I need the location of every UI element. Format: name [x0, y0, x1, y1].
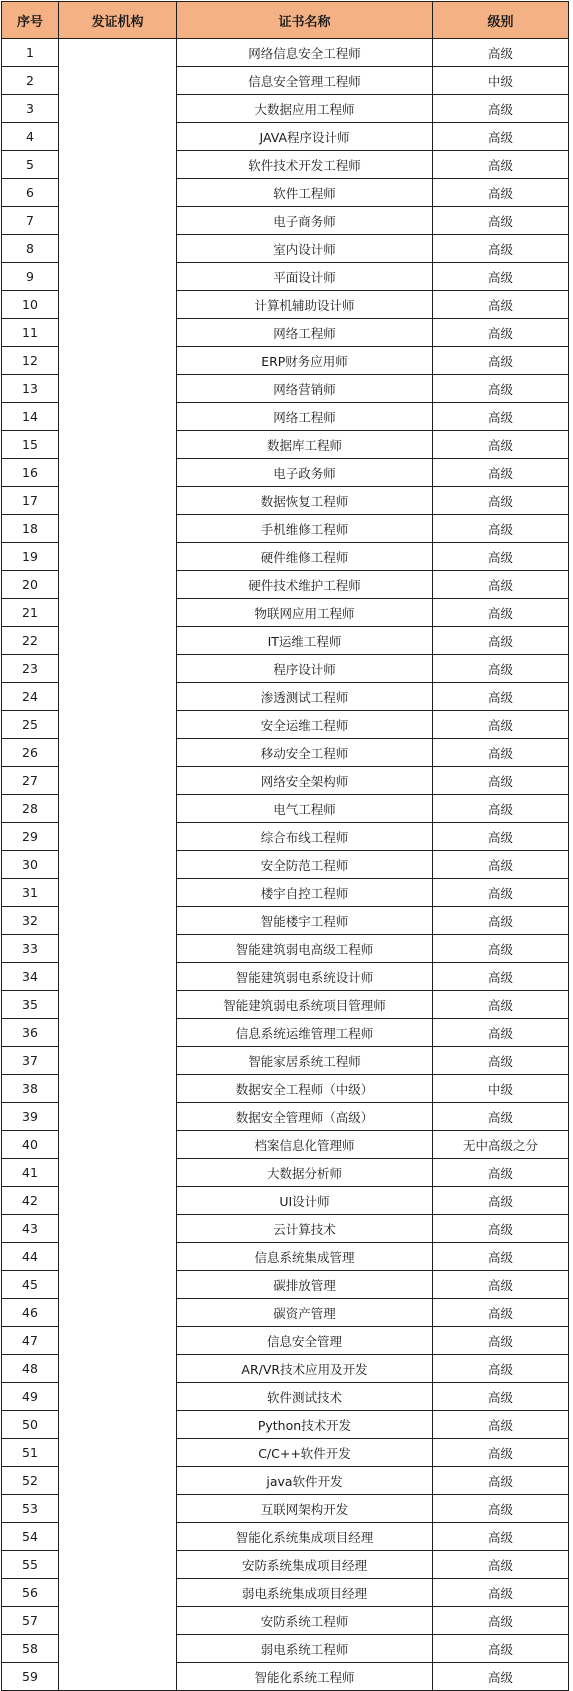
row-no: 6: [2, 179, 59, 207]
row-level: 高级: [433, 291, 569, 319]
row-certificate-name: 弱电系统工程师: [177, 1635, 433, 1663]
row-level: 高级: [433, 319, 569, 347]
row-level: 高级: [433, 235, 569, 263]
row-level: 高级: [433, 795, 569, 823]
row-level: 高级: [433, 963, 569, 991]
row-certificate-name: 网络营销师: [177, 375, 433, 403]
row-certificate-name: 楼宇自控工程师: [177, 879, 433, 907]
table-row: [2, 39, 569, 67]
row-no: 52: [2, 1467, 59, 1495]
row-no: 23: [2, 655, 59, 683]
row-certificate-name: 互联网架构开发: [177, 1495, 433, 1523]
row-certificate-name: C/C++软件开发: [177, 1439, 433, 1467]
row-certificate-name: 智能化系统工程师: [177, 1663, 433, 1691]
row-certificate-name: 网络安全架构师: [177, 767, 433, 795]
row-certificate-name: 数据恢复工程师: [177, 487, 433, 515]
row-no: 49: [2, 1383, 59, 1411]
row-no: 17: [2, 487, 59, 515]
row-level: 中级: [433, 67, 569, 95]
row-no: 50: [2, 1411, 59, 1439]
row-certificate-name: 数据安全管理师（高级）: [177, 1103, 433, 1131]
row-no: 40: [2, 1131, 59, 1159]
row-certificate-name: Python技术开发: [177, 1411, 433, 1439]
row-no: 29: [2, 823, 59, 851]
row-certificate-name: 电气工程师: [177, 795, 433, 823]
row-level: 高级: [433, 1187, 569, 1215]
row-level: 高级: [433, 711, 569, 739]
row-no: 10: [2, 291, 59, 319]
row-certificate-name: 数据库工程师: [177, 431, 433, 459]
row-no: 51: [2, 1439, 59, 1467]
row-no: 27: [2, 767, 59, 795]
row-level: 高级: [433, 1523, 569, 1551]
row-no: 55: [2, 1551, 59, 1579]
row-certificate-name: 网络工程师: [177, 403, 433, 431]
row-certificate-name: 大数据分析师: [177, 1159, 433, 1187]
row-certificate-name: 信息系统运维管理工程师: [177, 1019, 433, 1047]
row-certificate-name: 手机维修工程师: [177, 515, 433, 543]
row-no: 5: [2, 151, 59, 179]
row-level: 高级: [433, 347, 569, 375]
row-certificate-name: UI设计师: [177, 1187, 433, 1215]
row-no: 46: [2, 1299, 59, 1327]
row-no: 33: [2, 935, 59, 963]
row-no: 41: [2, 1159, 59, 1187]
row-no: 3: [2, 95, 59, 123]
row-level: 高级: [433, 739, 569, 767]
row-level: 高级: [433, 1383, 569, 1411]
row-level: 高级: [433, 403, 569, 431]
row-certificate-name: 智能化系统集成项目经理: [177, 1523, 433, 1551]
row-certificate-name: 智能建筑弱电系统设计师: [177, 963, 433, 991]
row-level: 高级: [433, 151, 569, 179]
row-no: 39: [2, 1103, 59, 1131]
row-no: 53: [2, 1495, 59, 1523]
row-level: 高级: [433, 851, 569, 879]
row-level: 无中高级之分: [433, 1131, 569, 1159]
row-no: 11: [2, 319, 59, 347]
row-level: 高级: [433, 1411, 569, 1439]
row-certificate-name: 智能家居系统工程师: [177, 1047, 433, 1075]
row-certificate-name: 安全运维工程师: [177, 711, 433, 739]
row-certificate-name: 物联网应用工程师: [177, 599, 433, 627]
row-no: 7: [2, 207, 59, 235]
row-certificate-name: 智能建筑弱电高级工程师: [177, 935, 433, 963]
row-no: 1: [2, 39, 59, 67]
row-level: 高级: [433, 1551, 569, 1579]
header-level: 级别: [433, 2, 569, 39]
row-no: 59: [2, 1663, 59, 1691]
row-level: 中级: [433, 1075, 569, 1103]
row-certificate-name: 安防系统工程师: [177, 1607, 433, 1635]
header-row: [2, 2, 569, 39]
row-certificate-name: 网络工程师: [177, 319, 433, 347]
row-no: 21: [2, 599, 59, 627]
row-no: 34: [2, 963, 59, 991]
row-no: 28: [2, 795, 59, 823]
row-level: 高级: [433, 1663, 569, 1691]
row-certificate-name: 软件工程师: [177, 179, 433, 207]
row-no: 57: [2, 1607, 59, 1635]
row-no: 43: [2, 1215, 59, 1243]
row-level: 高级: [433, 1439, 569, 1467]
row-level: 高级: [433, 487, 569, 515]
row-no: 45: [2, 1271, 59, 1299]
row-no: 19: [2, 543, 59, 571]
row-certificate-name: 碳排放管理: [177, 1271, 433, 1299]
row-no: 42: [2, 1187, 59, 1215]
row-no: 15: [2, 431, 59, 459]
row-level: 高级: [433, 95, 569, 123]
row-certificate-name: 信息系统集成管理: [177, 1243, 433, 1271]
row-no: 24: [2, 683, 59, 711]
row-level: 高级: [433, 1467, 569, 1495]
row-certificate-name: 综合布线工程师: [177, 823, 433, 851]
header-org: 发证机构: [59, 2, 177, 39]
row-certificate-name: JAVA程序设计师: [177, 123, 433, 151]
row-no: 25: [2, 711, 59, 739]
row-level: 高级: [433, 543, 569, 571]
row-certificate-name: 智能楼宇工程师: [177, 907, 433, 935]
row-level: 高级: [433, 39, 569, 67]
row-certificate-name: 硬件技术维护工程师: [177, 571, 433, 599]
row-level: 高级: [433, 907, 569, 935]
row-certificate-name: 智能建筑弱电系统项目管理师: [177, 991, 433, 1019]
row-certificate-name: 渗透测试工程师: [177, 683, 433, 711]
row-level: 高级: [433, 1243, 569, 1271]
row-level: 高级: [433, 1019, 569, 1047]
row-certificate-name: 云计算技术: [177, 1215, 433, 1243]
row-certificate-name: AR/VR技术应用及开发: [177, 1355, 433, 1383]
row-no: 44: [2, 1243, 59, 1271]
row-certificate-name: 碳资产管理: [177, 1299, 433, 1327]
row-certificate-name: 程序设计师: [177, 655, 433, 683]
row-no: 56: [2, 1579, 59, 1607]
row-certificate-name: 弱电系统集成项目经理: [177, 1579, 433, 1607]
row-certificate-name: 电子商务师: [177, 207, 433, 235]
row-certificate-name: 档案信息化管理师: [177, 1131, 433, 1159]
row-no: 48: [2, 1355, 59, 1383]
row-level: 高级: [433, 263, 569, 291]
table-body: [2, 39, 569, 1691]
row-level: 高级: [433, 655, 569, 683]
row-level: 高级: [433, 1327, 569, 1355]
row-no: 26: [2, 739, 59, 767]
row-no: 58: [2, 1635, 59, 1663]
row-level: 高级: [433, 459, 569, 487]
row-level: 高级: [433, 1607, 569, 1635]
row-level: 高级: [433, 627, 569, 655]
table-header: [2, 2, 569, 39]
row-no: 47: [2, 1327, 59, 1355]
row-level: 高级: [433, 123, 569, 151]
row-level: 高级: [433, 599, 569, 627]
row-no: 31: [2, 879, 59, 907]
row-certificate-name: IT运维工程师: [177, 627, 433, 655]
row-no: 8: [2, 235, 59, 263]
row-level: 高级: [433, 1355, 569, 1383]
row-no: 20: [2, 571, 59, 599]
row-no: 32: [2, 907, 59, 935]
row-level: 高级: [433, 431, 569, 459]
row-level: 高级: [433, 179, 569, 207]
row-level: 高级: [433, 935, 569, 963]
row-level: 高级: [433, 515, 569, 543]
row-level: 高级: [433, 1299, 569, 1327]
row-certificate-name: 安全防范工程师: [177, 851, 433, 879]
row-certificate-name: 软件技术开发工程师: [177, 151, 433, 179]
row-no: 12: [2, 347, 59, 375]
row-level: 高级: [433, 375, 569, 403]
row-certificate-name: 平面设计师: [177, 263, 433, 291]
header-no: 序号: [2, 2, 59, 39]
row-no: 30: [2, 851, 59, 879]
row-level: 高级: [433, 767, 569, 795]
row-level: 高级: [433, 879, 569, 907]
row-level: 高级: [433, 571, 569, 599]
row-certificate-name: 移动安全工程师: [177, 739, 433, 767]
row-certificate-name: 室内设计师: [177, 235, 433, 263]
row-certificate-name: ERP财务应用师: [177, 347, 433, 375]
row-certificate-name: 软件测试技术: [177, 1383, 433, 1411]
issuing-org-cell: [59, 39, 177, 1691]
row-certificate-name: 硬件维修工程师: [177, 543, 433, 571]
row-no: 35: [2, 991, 59, 1019]
row-no: 54: [2, 1523, 59, 1551]
row-level: 高级: [433, 1103, 569, 1131]
header-name: 证书名称: [177, 2, 433, 39]
row-level: 高级: [433, 823, 569, 851]
row-level: 高级: [433, 1159, 569, 1187]
row-level: 高级: [433, 1047, 569, 1075]
row-no: 4: [2, 123, 59, 151]
row-no: 13: [2, 375, 59, 403]
row-no: 2: [2, 67, 59, 95]
row-certificate-name: 信息安全管理工程师: [177, 67, 433, 95]
row-no: 22: [2, 627, 59, 655]
row-no: 38: [2, 1075, 59, 1103]
row-level: 高级: [433, 1495, 569, 1523]
row-level: 高级: [433, 1271, 569, 1299]
row-no: 16: [2, 459, 59, 487]
row-no: 14: [2, 403, 59, 431]
row-level: 高级: [433, 207, 569, 235]
row-level: 高级: [433, 1215, 569, 1243]
row-certificate-name: 电子政务师: [177, 459, 433, 487]
row-no: 9: [2, 263, 59, 291]
row-certificate-name: 信息安全管理: [177, 1327, 433, 1355]
row-no: 18: [2, 515, 59, 543]
row-certificate-name: 大数据应用工程师: [177, 95, 433, 123]
row-level: 高级: [433, 1579, 569, 1607]
row-no: 37: [2, 1047, 59, 1075]
row-certificate-name: java软件开发: [177, 1467, 433, 1495]
row-certificate-name: 网络信息安全工程师: [177, 39, 433, 67]
row-no: 36: [2, 1019, 59, 1047]
row-certificate-name: 安防系统集成项目经理: [177, 1551, 433, 1579]
certificate-table: [1, 1, 569, 1691]
row-level: 高级: [433, 683, 569, 711]
row-certificate-name: 数据安全工程师（中级）: [177, 1075, 433, 1103]
row-level: 高级: [433, 991, 569, 1019]
row-certificate-name: 计算机辅助设计师: [177, 291, 433, 319]
row-level: 高级: [433, 1635, 569, 1663]
